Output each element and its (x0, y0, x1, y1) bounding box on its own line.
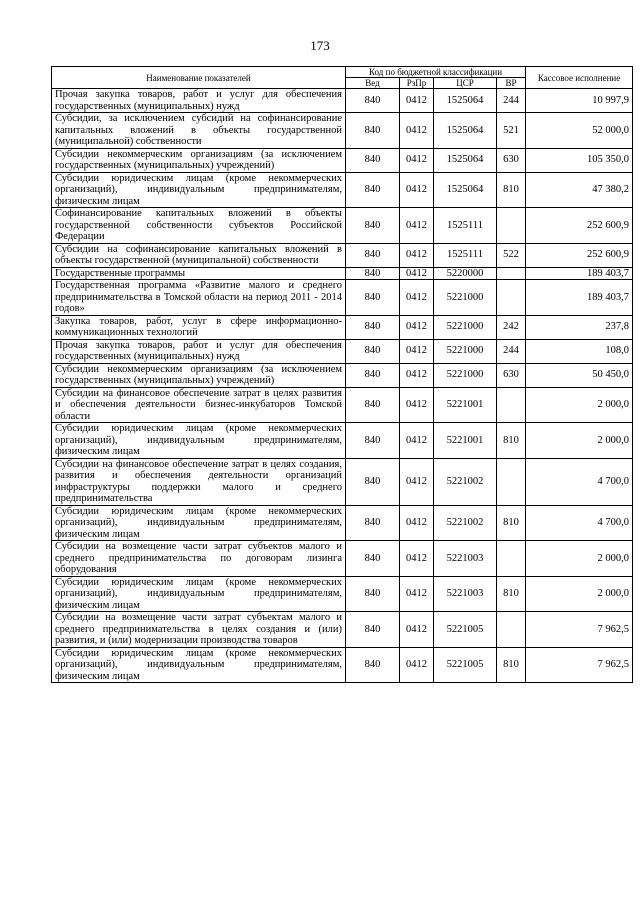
row-vr (497, 267, 526, 280)
row-amount: 4 700,0 (526, 505, 633, 541)
table-row (52, 89, 633, 113)
row-vr: 244 (497, 89, 526, 113)
header-name: Наименование показателей (52, 67, 346, 89)
row-csr: 5220000 (434, 267, 497, 280)
row-csr: 5221000 (434, 280, 497, 316)
row-rzpr: 0412 (400, 363, 434, 387)
row-ved: 840 (346, 89, 400, 113)
row-amount: 252 600,9 (526, 208, 633, 244)
table-header (52, 67, 633, 89)
row-name: Субсидии юридическим лицам (кроме некоммерческих организаций), индивидуальным предпринимателям, физическим лицам (52, 172, 346, 208)
row-amount: 105 350,0 (526, 148, 633, 172)
header-execution: Кассовое исполнение (526, 67, 633, 89)
row-amount: 108,0 (526, 339, 633, 363)
row-ved: 840 (346, 612, 400, 648)
row-csr: 1525111 (434, 208, 497, 244)
row-rzpr: 0412 (400, 113, 434, 149)
row-amount: 189 403,7 (526, 267, 633, 280)
row-amount: 2 000,0 (526, 576, 633, 612)
row-amount: 2 000,0 (526, 387, 633, 423)
row-ved: 840 (346, 339, 400, 363)
row-rzpr: 0412 (400, 208, 434, 244)
row-csr: 5221002 (434, 505, 497, 541)
row-vr: 810 (497, 647, 526, 683)
table-row (52, 280, 633, 316)
row-ved: 840 (346, 505, 400, 541)
row-amount: 10 997,9 (526, 89, 633, 113)
row-csr: 5221000 (434, 339, 497, 363)
row-vr: 521 (497, 113, 526, 149)
row-ved: 840 (346, 315, 400, 339)
row-csr: 1525064 (434, 89, 497, 113)
row-rzpr: 0412 (400, 315, 434, 339)
row-vr (497, 387, 526, 423)
row-name: Субсидии на финансовое обеспечение затрат в целях создания, развития и обеспечения деятельности организаций инфраструктуры поддержки малого и среднего предпринимательства (52, 458, 346, 505)
row-csr: 5221003 (434, 541, 497, 577)
row-csr: 1525064 (434, 113, 497, 149)
row-vr (497, 541, 526, 577)
row-vr: 242 (497, 315, 526, 339)
row-ved: 840 (346, 576, 400, 612)
row-rzpr: 0412 (400, 541, 434, 577)
table-row (52, 612, 633, 648)
row-ved: 840 (346, 458, 400, 505)
row-ved: 840 (346, 541, 400, 577)
row-rzpr: 0412 (400, 148, 434, 172)
row-csr: 5221001 (434, 387, 497, 423)
row-csr: 5221000 (434, 363, 497, 387)
table-row (52, 172, 633, 208)
row-amount: 7 962,5 (526, 647, 633, 683)
row-amount: 4 700,0 (526, 458, 633, 505)
header-ved: Вед (346, 78, 400, 89)
row-csr: 5221001 (434, 423, 497, 459)
row-name: Субсидии юридическим лицам (кроме некоммерческих организаций), индивидуальным предпринимателям, физическим лицам (52, 576, 346, 612)
row-name: Субсидии юридическим лицам (кроме некоммерческих организаций), индивидуальным предпринимателям, физическим лицам (52, 647, 346, 683)
row-amount: 47 380,2 (526, 172, 633, 208)
row-vr (497, 280, 526, 316)
row-ved: 840 (346, 113, 400, 149)
page-number: 173 (310, 38, 330, 53)
row-ved: 840 (346, 423, 400, 459)
table-row (52, 387, 633, 423)
row-csr: 5221000 (434, 315, 497, 339)
table-row (52, 541, 633, 577)
row-vr: 244 (497, 339, 526, 363)
table-row (52, 458, 633, 505)
row-name: Субсидии некоммерческим организациям (за исключением государственных (муниципальных) учреждений) (52, 148, 346, 172)
row-rzpr: 0412 (400, 387, 434, 423)
row-vr (497, 208, 526, 244)
row-ved: 840 (346, 267, 400, 280)
row-vr: 630 (497, 363, 526, 387)
table-row (52, 243, 633, 267)
row-csr: 1525064 (434, 172, 497, 208)
row-amount: 7 962,5 (526, 612, 633, 648)
row-ved: 840 (346, 243, 400, 267)
table-row (52, 423, 633, 459)
table-row (52, 208, 633, 244)
row-csr: 1525111 (434, 243, 497, 267)
row-vr (497, 458, 526, 505)
row-name: Софинансирование капитальных вложений в объекты государственной собственности субъектов Российской Федерации (52, 208, 346, 244)
row-ved: 840 (346, 647, 400, 683)
budget-table (51, 66, 633, 683)
row-name: Субсидии на возмещение части затрат субъектов малого и среднего предпринимательства по договорам лизинга оборудования (52, 541, 346, 577)
row-amount: 2 000,0 (526, 423, 633, 459)
table-row (52, 315, 633, 339)
row-rzpr: 0412 (400, 576, 434, 612)
row-name: Субсидии, за исключением субсидий на софинансирование капитальных вложений в объекты государственной (муниципальной) собственности (52, 113, 346, 149)
table-row (52, 576, 633, 612)
row-vr: 810 (497, 423, 526, 459)
row-amount: 189 403,7 (526, 280, 633, 316)
header-code-group: Код по бюджетной классификации (346, 67, 526, 78)
row-rzpr: 0412 (400, 647, 434, 683)
row-name: Прочая закупка товаров, работ и услуг для обеспечения государственных (муниципальных) нужд (52, 339, 346, 363)
row-rzpr: 0412 (400, 505, 434, 541)
row-name: Субсидии юридическим лицам (кроме некоммерческих организаций), индивидуальным предпринимателям, физическим лицам (52, 505, 346, 541)
row-name: Субсидии на финансовое обеспечение затрат в целях развития и обеспечения деятельности бизнес-инкубаторов Томской области (52, 387, 346, 423)
row-rzpr: 0412 (400, 423, 434, 459)
row-ved: 840 (346, 363, 400, 387)
row-amount: 252 600,9 (526, 243, 633, 267)
row-name: Субсидии на возмещение части затрат субъектам малого и среднего предпринимательства в целях создания и (или) развития, и (или) модернизации производства товаров (52, 612, 346, 648)
row-ved: 840 (346, 172, 400, 208)
table-row (52, 148, 633, 172)
row-amount: 52 000,0 (526, 113, 633, 149)
header-rzpr: РзПр (400, 78, 434, 89)
row-csr: 5221005 (434, 647, 497, 683)
row-csr: 5221002 (434, 458, 497, 505)
header-vr: ВР (497, 78, 526, 89)
row-csr: 5221005 (434, 612, 497, 648)
row-rzpr: 0412 (400, 89, 434, 113)
row-csr: 5221003 (434, 576, 497, 612)
row-vr: 810 (497, 576, 526, 612)
row-amount: 237,8 (526, 315, 633, 339)
row-rzpr: 0412 (400, 612, 434, 648)
table-row (52, 363, 633, 387)
row-vr: 522 (497, 243, 526, 267)
row-vr (497, 612, 526, 648)
row-vr: 630 (497, 148, 526, 172)
row-rzpr: 0412 (400, 172, 434, 208)
row-rzpr: 0412 (400, 280, 434, 316)
table-row (52, 505, 633, 541)
row-ved: 840 (346, 280, 400, 316)
table-row (52, 647, 633, 683)
table-row (52, 339, 633, 363)
row-ved: 840 (346, 208, 400, 244)
row-rzpr: 0412 (400, 267, 434, 280)
row-ved: 840 (346, 387, 400, 423)
row-rzpr: 0412 (400, 243, 434, 267)
row-name: Государственная программа «Развитие малого и среднего предпринимательства в Томской области на период 2011 - 2014 годов» (52, 280, 346, 316)
row-ved: 840 (346, 148, 400, 172)
row-name: Государственные программы (52, 267, 346, 280)
table-row (52, 267, 633, 280)
row-name: Субсидии некоммерческим организациям (за исключением государственных (муниципальных) учреждений) (52, 363, 346, 387)
header-csr: ЦСР (434, 78, 497, 89)
row-name: Субсидии юридическим лицам (кроме некоммерческих организаций), индивидуальным предпринимателям, физическим лицам (52, 423, 346, 459)
row-name: Субсидии на софинансирование капитальных вложений в объекты государственной (муниципальной) собственности (52, 243, 346, 267)
row-name: Закупка товаров, работ, услуг в сфере информационно-коммуникационных технологий (52, 315, 346, 339)
row-amount: 50 450,0 (526, 363, 633, 387)
row-rzpr: 0412 (400, 458, 434, 505)
row-name: Прочая закупка товаров, работ и услуг для обеспечения государственных (муниципальных) нужд (52, 89, 346, 113)
table-body (52, 89, 633, 683)
row-rzpr: 0412 (400, 339, 434, 363)
row-amount: 2 000,0 (526, 541, 633, 577)
row-vr: 810 (497, 505, 526, 541)
row-vr: 810 (497, 172, 526, 208)
table-row (52, 113, 633, 149)
row-csr: 1525064 (434, 148, 497, 172)
